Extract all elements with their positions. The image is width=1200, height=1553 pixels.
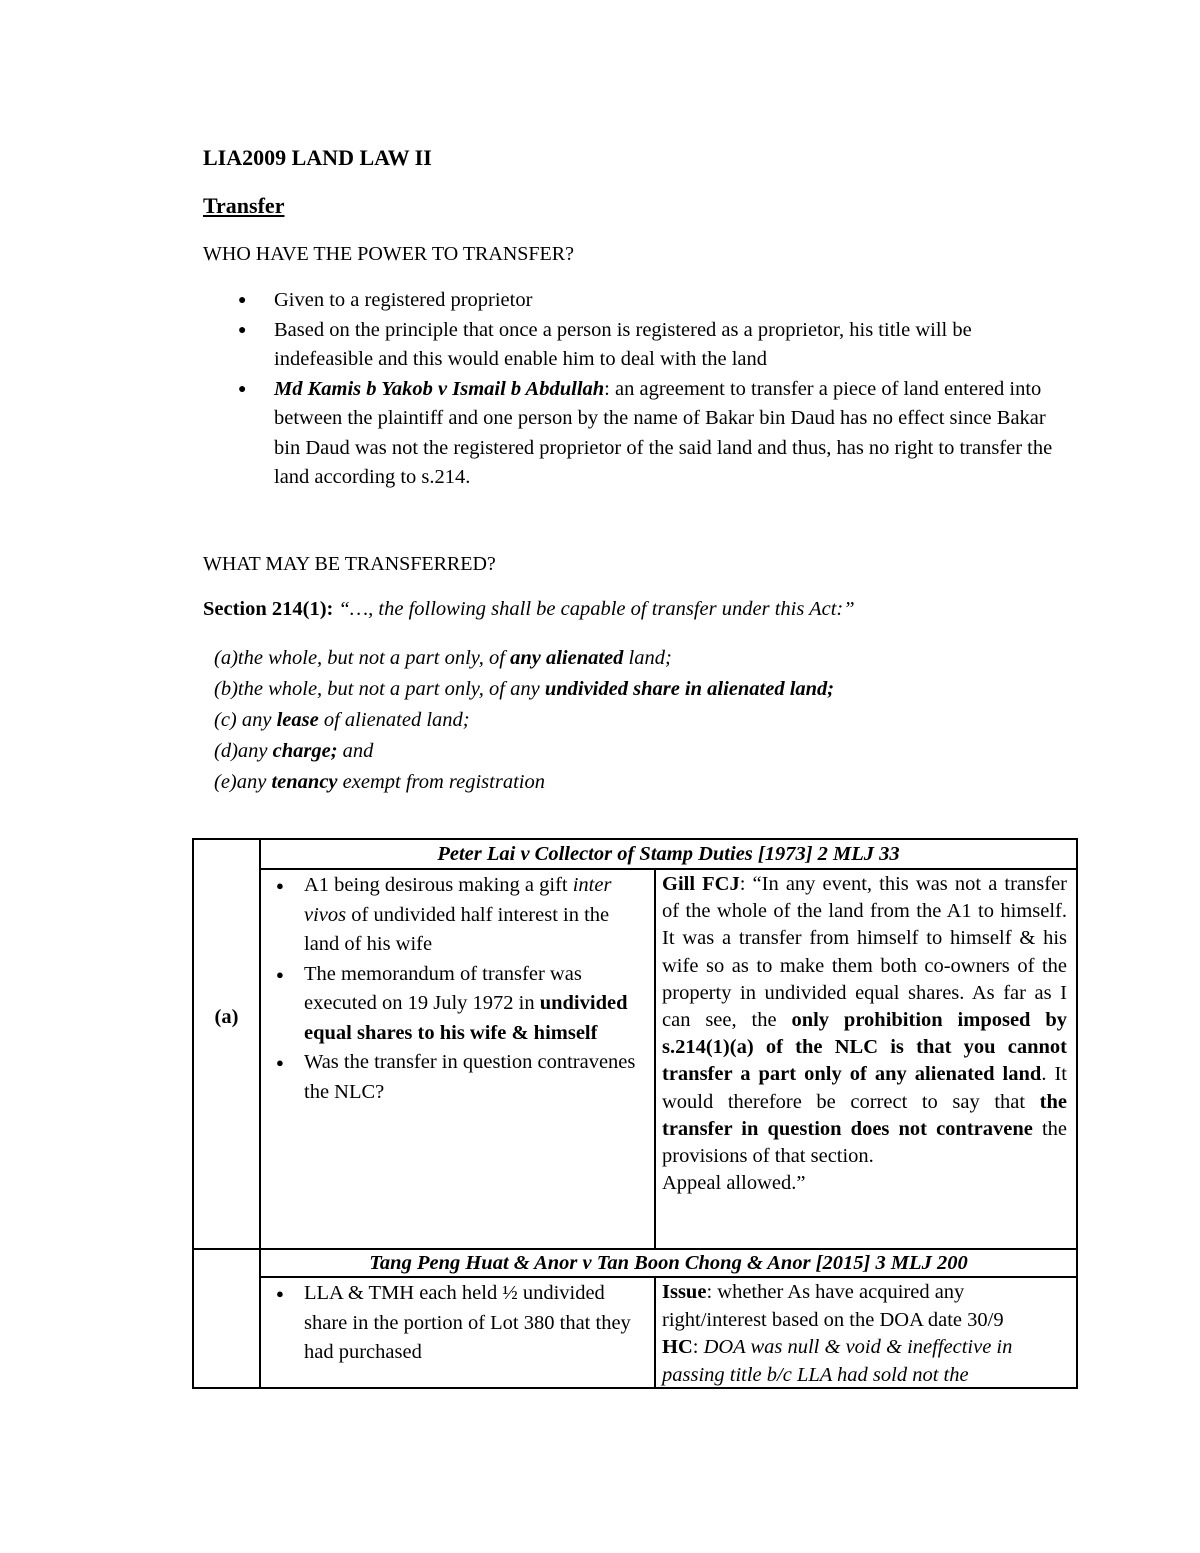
table-row-divider: [192, 1248, 1078, 1250]
row-label: (a): [214, 1006, 239, 1028]
facts-list: [276, 1279, 636, 1368]
section-title: Transfer: [203, 193, 285, 218]
list-item: ● Md Kamis b Yakob v Ismail b Abdullah: an agreement to transfer a piece of land entered into between the plaintiff and one person by the name of Bakar bin Daud has no effect since Bakar bin Daud was not the registered proprietor of the said land and thus, has no right to transfer the land according to s.214.: [238, 375, 1058, 493]
table-column-divider: [259, 838, 261, 1389]
transferable-items: [214, 643, 834, 798]
case-title: Tang Peng Huat & Anor v Tan Boon Chong & Anor [2015] 3 MLJ 200: [369, 1252, 968, 1274]
table-row-divider: [259, 1276, 1078, 1278]
section-214-quote: Section 214(1): “…, the following shall be capable of transfer under this Act:”: [203, 598, 855, 620]
bullet-icon: ●: [238, 381, 247, 397]
case-table: [192, 838, 1078, 1389]
list-item: (b)the whole, but not a part only, of any undivided share in alienated land;: [214, 678, 835, 700]
list-item: ● A1 being desirous making a gift inter vivos of undivided half interest in the land of his wife: [276, 871, 636, 960]
table-border-right: [1076, 838, 1078, 1389]
bullet-icon: ●: [276, 878, 284, 893]
transferable-heading: WHAT MAY BE TRANSFERRED?: [203, 553, 496, 575]
issue-text: Issue: whether As have acquired any right/interest based on the DOA date 30/9 HC: DOA was null & void & ineffective in passing title b/c LLA had sold not the: [662, 1281, 1013, 1386]
list-item: ● Given to a registered proprietor: [238, 286, 1058, 316]
bullet-icon: ●: [276, 966, 284, 982]
table-column-divider: [654, 869, 656, 1248]
list-item: (c) any lease of alienated land;: [214, 709, 470, 731]
bullet-icon: ●: [276, 1055, 284, 1070]
list-item: ● Based on the principle that once a person is registered as a proprietor, his title will be indefeasible and this would enable him to deal with the land: [238, 316, 1058, 375]
bullet-icon: ●: [276, 1286, 284, 1301]
case-name: Md Kamis b Yakob v Ismail b Abdullah: [274, 377, 605, 400]
list-item: ● The memorandum of transfer was executed on 19 July 1972 in undivided equal shares to his wife & himself: [276, 960, 636, 1049]
case-title: Peter Lai v Collector of Stamp Duties [1973] 2 MLJ 33: [437, 843, 900, 865]
list-item: (e)any tenancy exempt from registration: [214, 771, 545, 793]
course-title: LIA2009 LAND LAW II: [203, 145, 432, 170]
list-item: ● Was the transfer in question contravenes the NLC?: [276, 1048, 636, 1107]
list-item: (a)the whole, but not a part only, of any alienated land;: [214, 647, 672, 669]
facts-list: [276, 871, 636, 1107]
table-border-left: [192, 838, 194, 1389]
table-column-divider: [654, 1277, 656, 1389]
bullet-icon: ●: [238, 322, 247, 338]
judgment-text: Gill FCJ: “In any event, this was not a transfer of the whole of the land from the A1 to himself. It was a transfer from himself to himself & his wife so as to make them both co-owners of the property in undivided equal shares. As far as I can see, the only prohibition imposed by s.214(1)(a) of the NLC is that you cannot transfer a part only of any alienated land. It would therefore be correct to say that the transfer in question does not contravene the provisions of that section. Appeal allowed.”: [662, 873, 1068, 1195]
list-item: ● LLA & TMH each held ½ undivided share in the portion of Lot 380 that they had purchased: [276, 1279, 636, 1368]
table-border-top: [192, 838, 1078, 840]
list-item: (d)any charge; and: [214, 740, 374, 762]
bullet-icon: ●: [238, 293, 247, 308]
power-bullet-list: [238, 286, 1058, 493]
table-row-divider: [259, 868, 1078, 870]
power-heading: WHO HAVE THE POWER TO TRANSFER?: [203, 243, 574, 265]
